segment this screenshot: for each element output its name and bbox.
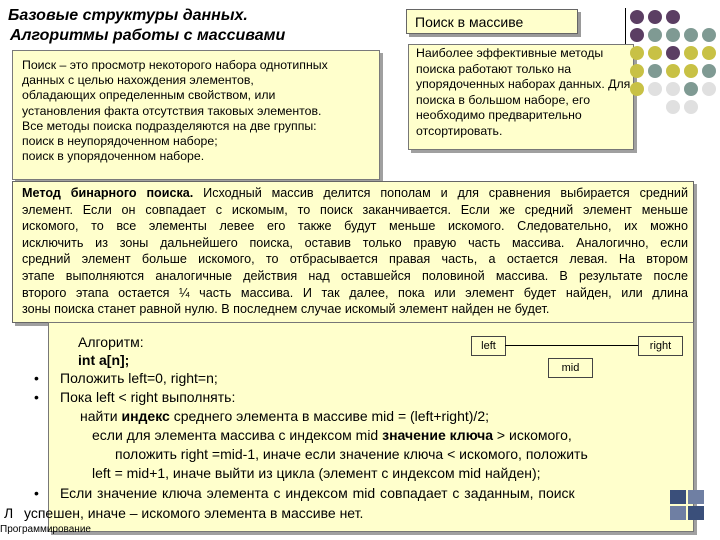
algorithm-line-4: Пока left < right выполнять:: [60, 389, 236, 405]
decorative-dot: [684, 82, 698, 96]
algorithm-line-3: Положить left=0, right=n;: [60, 370, 218, 386]
decorative-dot: [630, 46, 644, 60]
algorithm-line-1: Алгоритм:: [78, 334, 144, 350]
algorithm-line-2: [78, 352, 129, 369]
algorithm-line-7: положить right =mid-1, иначе если значение ключа < искомого, положить: [115, 446, 588, 462]
search-title-box: Поиск в массиве: [406, 9, 578, 34]
algorithm-line-5: [80, 408, 489, 425]
mid-label-box: mid: [548, 358, 593, 378]
search-info-line: упорядоченных наборах данных. Для: [416, 77, 631, 92]
algorithm-bold-text: индекс: [121, 408, 170, 424]
binary-search-heading: Метод бинарного поиска.: [22, 186, 194, 200]
definition-line: установления факта отсутствия таковых элементов.: [22, 103, 322, 118]
algorithm-text: найти: [80, 408, 122, 424]
decorative-dot: [666, 10, 680, 24]
search-info-line: поиска в большом наборе, его: [416, 92, 591, 107]
decorative-dot: [648, 64, 662, 78]
search-info-line: поиска работают только на: [416, 61, 572, 76]
title-line-1: Базовые структуры данных.: [8, 7, 248, 24]
decorative-dot: [666, 46, 680, 60]
algorithm-line-9: Если значение ключа элемента с индексом mid совпадает с заданным, поиск: [60, 485, 575, 501]
binary-search-line: исключить из зоны дальнейшего поиска, оставив только правую часть массива. Аналогично, если: [22, 235, 688, 250]
search-info-line: отсортировать.: [416, 123, 503, 138]
algorithm-line-8: left = mid+1, иначе выйти из цикла (элемент с индексом mid найден);: [92, 465, 541, 481]
algorithm-bold-text: значение ключа: [382, 427, 494, 443]
definition-line: поиск в неупорядоченном наборе;: [22, 134, 218, 149]
algorithm-decl: int a[n];: [78, 352, 130, 368]
right-label-box: right: [638, 336, 683, 356]
decorative-dot: [630, 10, 644, 24]
decorative-dot: [630, 28, 644, 42]
decorative-dot: [666, 100, 680, 114]
definition-line: Поиск – это просмотр некоторого набора однотипных: [22, 58, 328, 72]
binary-search-line: [22, 185, 688, 202]
decorative-dot: [702, 28, 716, 42]
search-info-line: Наиболее эффективные методы: [416, 46, 604, 60]
search-info-line: необходимо предварительно: [416, 108, 582, 123]
binary-search-text: [22, 185, 688, 318]
binary-search-line: зоны поиска станет равной нулю. В последнем случае искомый элемент найден не будет.: [22, 302, 550, 317]
decorative-dot: [684, 64, 698, 78]
decorative-dot: [684, 100, 698, 114]
left-label-box: left: [471, 336, 506, 356]
title-line-2: Алгоритмы работы с массивами: [10, 27, 286, 44]
decorative-dot: [648, 82, 662, 96]
footer-text: Программирование: [0, 524, 91, 535]
definition-line: Все методы поиска подразделяются на две группы:: [22, 118, 317, 133]
binary-search-first-line: Исходный массив делится пополам и для сравнения выбирается средний: [193, 186, 688, 200]
decorative-dots: [628, 8, 720, 118]
decorative-dot: [630, 82, 644, 96]
binary-search-line: искомого, то все элементы левее его также будут меньше искомого. Следовательно, их можно: [22, 219, 688, 234]
bullet: •: [34, 389, 39, 405]
algorithm-text: среднего элемента в массиве mid = (left+right)/2;: [169, 408, 489, 424]
decorative-dot: [648, 28, 662, 42]
footer-letter: Л: [4, 505, 14, 521]
binary-search-line: элемент. Если он совпадает с искомым, то поиск заканчивается. Если же средний элемент меньше: [22, 202, 688, 217]
left-right-connector: [505, 345, 638, 346]
bullet: •: [34, 370, 39, 386]
decorative-dot: [666, 28, 680, 42]
binary-search-line: второго этапа остается ¼ часть массива. И так далее, пока или элемент будет найден, или длина: [22, 285, 688, 300]
decorative-dot: [702, 64, 716, 78]
decorative-dot: [666, 82, 680, 96]
decorative-dot: [702, 82, 716, 96]
algorithm-line-10: успешен, иначе – искомого элемента в массиве нет.: [24, 505, 364, 521]
decorative-dot: [648, 46, 662, 60]
definition-line: поиск в упорядоченном наборе.: [22, 149, 205, 164]
logo-icon: [668, 488, 706, 522]
definition-line: обладающих определенным свойством, или: [22, 88, 276, 103]
decorative-dot: [648, 10, 662, 24]
binary-search-line: этапе выполняются аналогичные действия над оставшейся половиной массива. В результате после: [22, 268, 688, 283]
bullet: •: [34, 485, 39, 501]
page-title: [8, 6, 308, 46]
algorithm-text: если для элемента массива с индексом mid: [92, 427, 383, 443]
decorative-dot: [684, 28, 698, 42]
search-info-text: [416, 46, 636, 140]
decorative-dot: [684, 46, 698, 60]
decorative-dot: [702, 46, 716, 60]
definition-text: [22, 58, 374, 164]
definition-line: данных с целью нахождения элементов,: [22, 73, 254, 88]
algorithm-line-6: [92, 427, 572, 444]
algorithm-text: > искомого,: [493, 427, 572, 443]
decorative-dot: [666, 64, 680, 78]
binary-search-line: средний элемент больше искомого, то отбрасывается правая часть, а остается левая. На втором: [22, 252, 688, 267]
decorative-dot: [630, 64, 644, 78]
